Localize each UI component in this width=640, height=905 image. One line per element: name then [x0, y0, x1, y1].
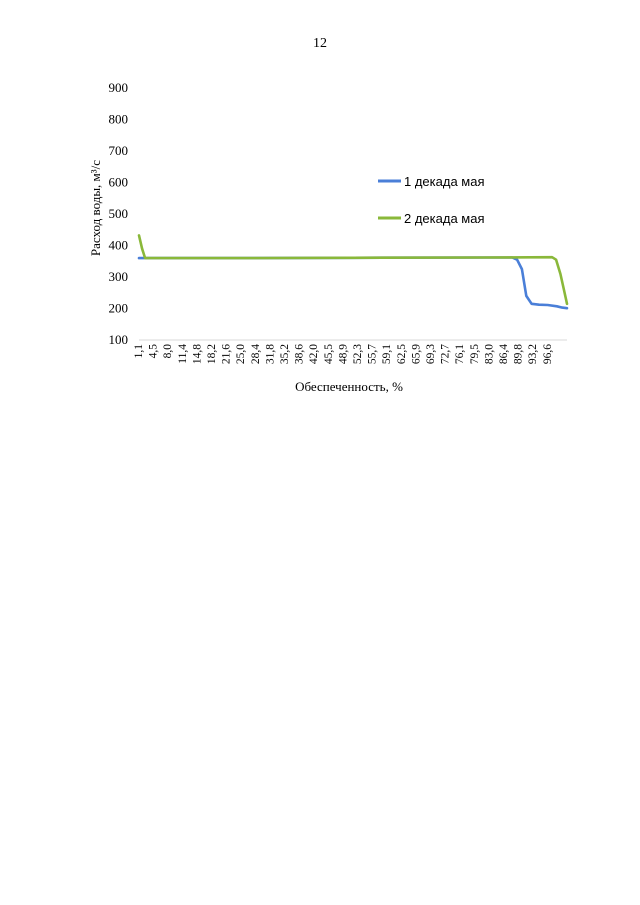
legend-label-1: 1 декада мая [404, 174, 485, 189]
x-tick-label: 45,5 [322, 344, 335, 365]
y-tick-label: 100 [108, 332, 128, 347]
series-line-2 [139, 235, 567, 303]
y-axis-title: Расход воды, м³/с [88, 159, 103, 257]
x-tick-label: 83,0 [483, 344, 496, 365]
x-tick-label: 48,9 [337, 344, 350, 365]
x-tick-label: 31,8 [264, 344, 277, 365]
x-tick-label: 4,5 [147, 344, 160, 359]
x-tick-label: 89,8 [512, 344, 525, 365]
x-tick-label: 62,5 [395, 344, 408, 365]
x-tick-label: 35,2 [279, 344, 291, 365]
legend [378, 174, 485, 226]
y-tick-label: 900 [108, 80, 128, 95]
x-axis-title: Обеспеченность, % [295, 379, 403, 394]
y-tick-label: 200 [108, 300, 128, 316]
x-tick-label: 69,3 [425, 344, 437, 365]
x-tick-label: 65,9 [410, 344, 423, 365]
x-tick-label: 1,1 [133, 344, 145, 359]
x-tick-label: 14,8 [191, 344, 204, 365]
x-tick-label: 18,2 [206, 344, 218, 365]
x-tick-label: 38,6 [293, 344, 306, 365]
x-tick-label: 28,4 [249, 344, 262, 365]
y-tick-label: 800 [108, 111, 128, 127]
series-line-1 [139, 258, 567, 309]
x-tick-label: 93,2 [527, 344, 540, 365]
x-tick-label: 79,5 [468, 344, 481, 365]
x-tick-label: 76,1 [454, 344, 467, 365]
y-tick-label: 500 [108, 206, 128, 221]
x-tick-label: 21,6 [220, 344, 233, 365]
series-lines [139, 235, 567, 308]
y-tick-label: 700 [108, 143, 128, 158]
page-number: 12 [313, 36, 327, 51]
x-tick-label: 11,4 [176, 344, 189, 364]
x-tick-label: 42,0 [308, 344, 321, 365]
x-tick-label: 86,4 [498, 344, 510, 365]
y-tick-label: 600 [108, 174, 128, 190]
legend-label-2: 2 декада мая [404, 211, 485, 226]
y-tick-label: 400 [108, 237, 128, 253]
x-axis-ticks [133, 344, 554, 364]
x-tick-label: 8,0 [162, 344, 175, 359]
x-tick-label: 25,0 [235, 344, 248, 365]
x-tick-label: 59,1 [381, 344, 394, 365]
y-axis-ticks [109, 80, 129, 347]
x-tick-label: 55,7 [366, 344, 379, 365]
x-tick-label: 52,3 [352, 344, 364, 365]
x-tick-label: 96,6 [541, 344, 554, 365]
x-tick-label: 72,7 [439, 344, 452, 365]
y-tick-label: 300 [108, 269, 128, 284]
